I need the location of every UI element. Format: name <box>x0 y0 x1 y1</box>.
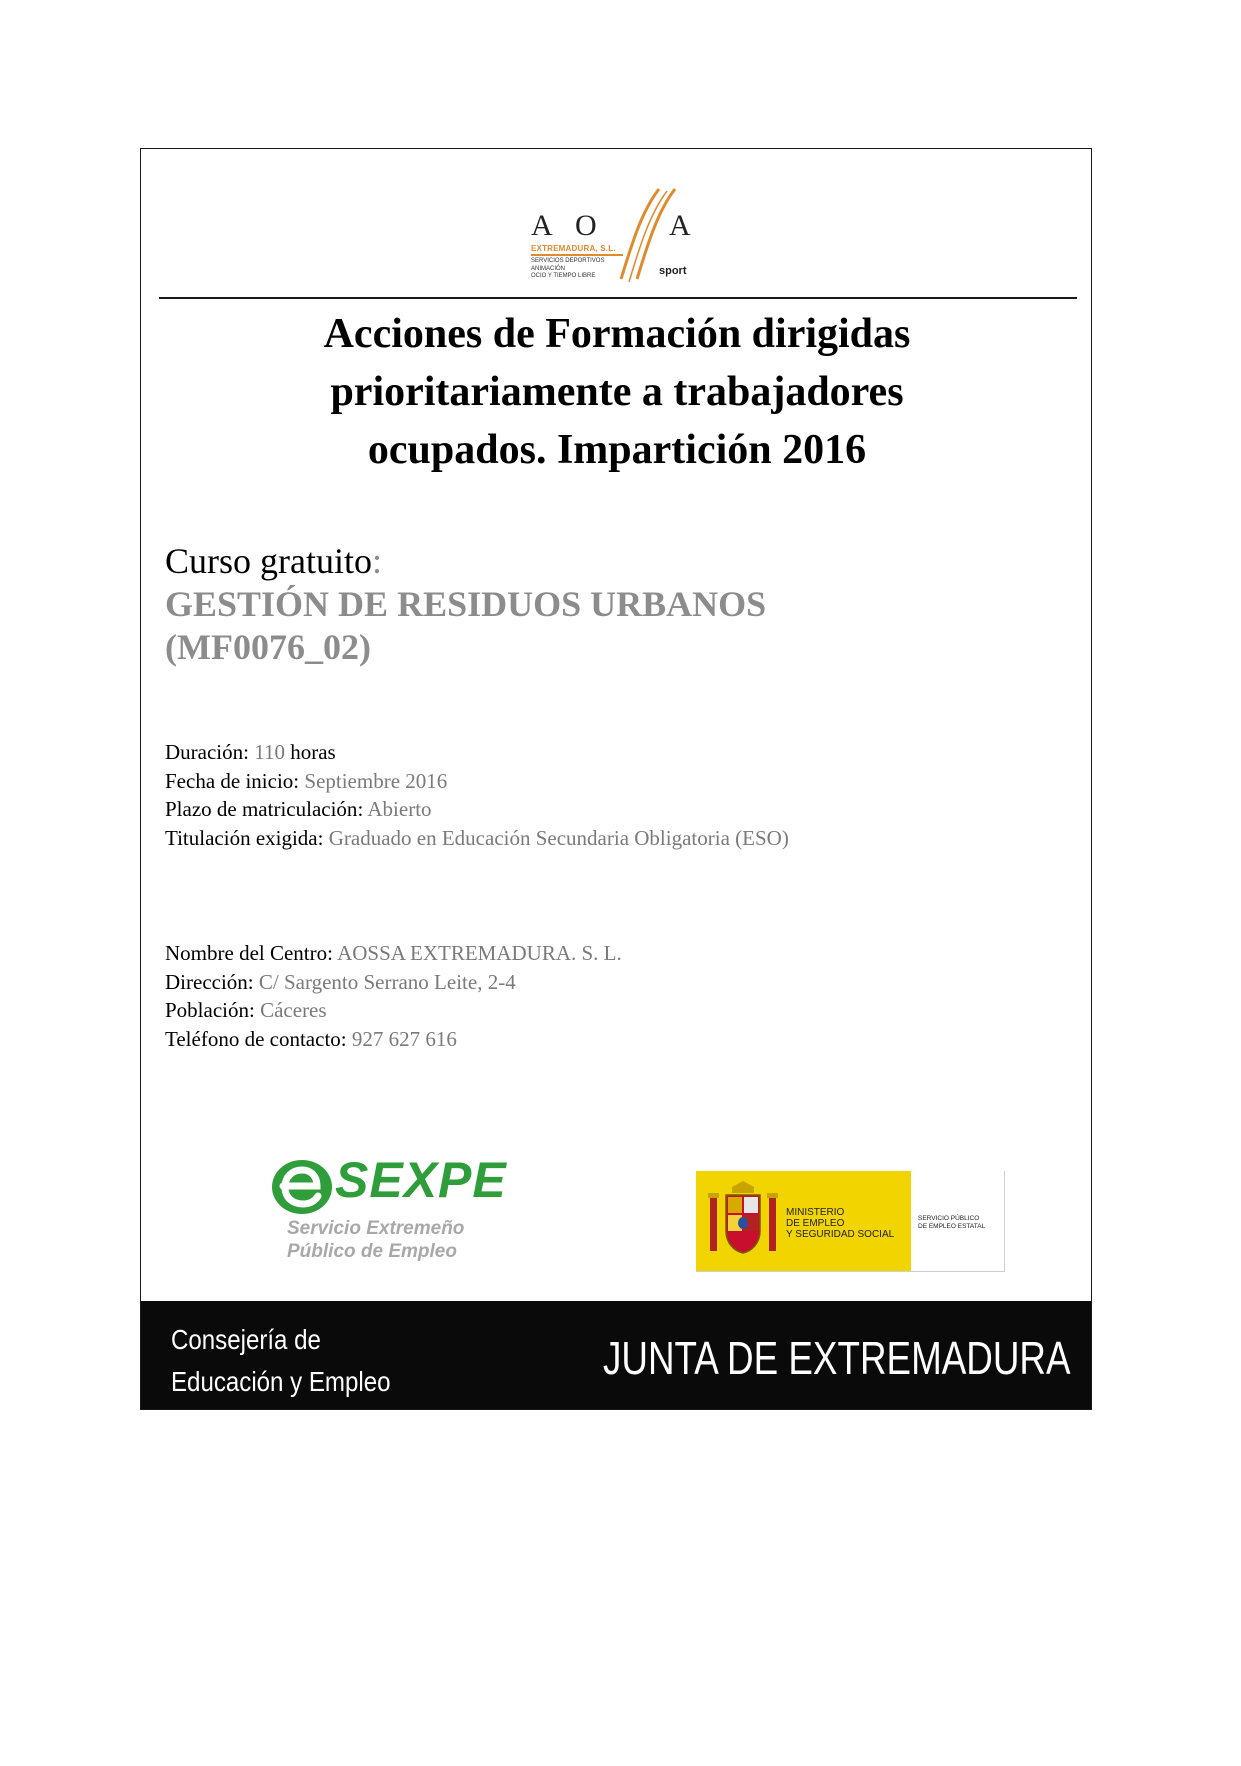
consejeria-line: Educación y Empleo <box>171 1366 391 1397</box>
title-line: prioritariamente a trabajadores <box>330 369 904 415</box>
aossa-company: EXTREMADURA, S.L. <box>531 244 616 253</box>
flyer-frame <box>140 148 1092 1410</box>
divider <box>531 254 623 256</box>
aossa-logo <box>531 187 751 299</box>
detail-row: Fecha de inicio: Septiembre 2016 <box>165 768 448 793</box>
sexpe-name: SEXPE <box>335 1152 507 1208</box>
ministerio-line: MINISTERIO <box>786 1207 845 1218</box>
aossa-letter: A <box>531 209 557 242</box>
center-value: AOSSA EXTREMADURA. S. L. <box>337 941 622 965</box>
detail-value: 110 <box>254 740 285 764</box>
detail-row: Plazo de matriculación: Abierto <box>165 797 432 821</box>
title-line: Acciones de Formación dirigidas <box>323 311 911 357</box>
ministerio-line: DE EMPLEO <box>786 1218 845 1229</box>
center-label: Nombre del Centro <box>165 941 328 965</box>
junta-name: JUNTA DE EXTREMADURA <box>603 1332 1071 1384</box>
detail-suffix: horas <box>284 740 336 764</box>
center-label: Dirección <box>165 969 248 994</box>
consejeria-name <box>171 1319 391 1403</box>
center-row: Teléfono de contacto: 927 627 616 <box>165 1026 457 1051</box>
sexpe-subtitle-line: Servicio Extremeño <box>287 1218 465 1239</box>
detail-row: Titulación exigida: Graduado en Educación Secundaria Obligatoria (ESO) <box>165 825 789 850</box>
center-row: Dirección: C/ Sargento Serrano Leite, 2-4 <box>165 969 516 994</box>
center-label: Teléfono de contacto <box>165 1026 341 1051</box>
spain-coat-of-arms-icon <box>708 1181 778 1261</box>
aossa-sport: sport <box>659 265 687 277</box>
course-label <box>165 539 1045 583</box>
course-code: (MF0076_02) <box>165 627 371 667</box>
detail-label: Fecha de inicio <box>165 768 294 793</box>
sexpe-e-icon <box>271 1159 333 1215</box>
ministerio-line: Y SEGURIDAD SOCIAL <box>786 1229 895 1240</box>
detail-label: Plazo de matriculación <box>165 797 358 821</box>
title-line: ocupados. Impartición 2016 <box>367 427 867 473</box>
center-details <box>165 939 1045 1053</box>
center-value: Cáceres <box>260 998 327 1022</box>
sepe-name <box>918 1215 985 1231</box>
ministerio-name <box>786 1207 894 1240</box>
aossa-services <box>531 258 604 281</box>
course-label-text: Curso gratuito <box>165 541 372 581</box>
footer-bar <box>141 1301 1091 1409</box>
detail-row: Duración: 110 horas <box>165 740 336 764</box>
page-title <box>141 305 1093 479</box>
consejeria-line: Consejería de <box>171 1324 321 1355</box>
course-section <box>165 539 1045 669</box>
center-row: Población: Cáceres <box>165 998 327 1022</box>
course-details <box>165 738 1045 852</box>
sepe-line: SERVICIO PÚBLICO <box>918 1215 980 1222</box>
course-label-colon: : <box>371 541 382 581</box>
center-value: C/ Sargento Serrano Leite, 2-4 <box>258 969 516 994</box>
detail-value: Septiembre 2016 <box>304 768 448 793</box>
sexpe-logo <box>271 1152 507 1264</box>
ministerio-logo <box>696 1171 1005 1272</box>
center-row: Nombre del Centro: AOSSA EXTREMADURA. S. L. <box>165 941 622 965</box>
sepe-line: DE EMPLEO ESTATAL <box>918 1223 986 1230</box>
detail-value: Abierto <box>367 797 432 821</box>
course-name-line: GESTIÓN DE RESIDUOS URBANOS <box>165 584 767 624</box>
detail-label: Duración <box>165 740 244 764</box>
aossa-service: ANIMACIÓN <box>531 265 566 272</box>
detail-value: Graduado en Educación Secundaria Obligatoria (ESO) <box>328 825 789 850</box>
detail-label: Titulación exigida <box>165 825 318 850</box>
aossa-letter: A <box>669 209 695 242</box>
phone-value: 927 627 616 <box>351 1026 457 1051</box>
center-label: Población <box>165 998 249 1022</box>
header-rule <box>159 297 1077 299</box>
sexpe-subtitle <box>287 1217 464 1263</box>
aossa-letter: O <box>575 209 601 242</box>
aossa-service: SERVICIOS DEPORTIVOS <box>531 258 605 264</box>
sexpe-subtitle-line: Público de Empleo <box>287 1241 457 1262</box>
course-name <box>165 583 1045 669</box>
aossa-service: OCIO Y TIEMPO LIBRE <box>531 273 596 279</box>
